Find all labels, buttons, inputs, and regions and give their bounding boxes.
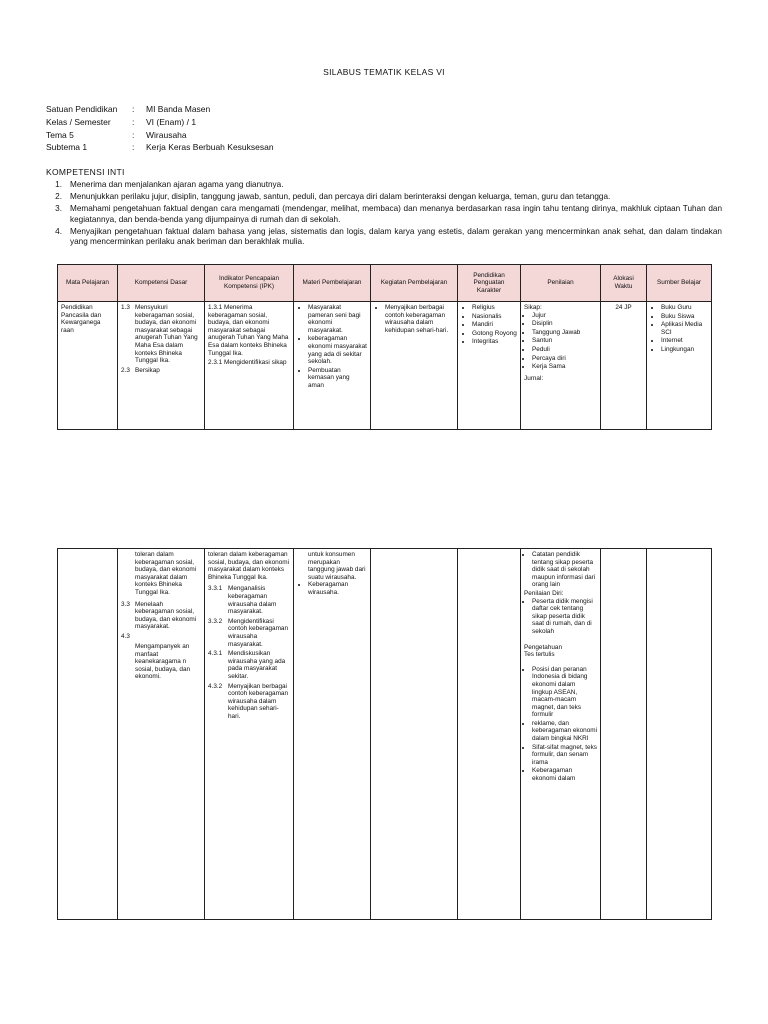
ki-item xyxy=(46,227,722,247)
header-mapel: Mata Pelajaran xyxy=(58,265,118,302)
ki-item xyxy=(46,192,722,202)
colon: : xyxy=(132,104,135,114)
list-item: • Peduli xyxy=(532,346,597,354)
header-materi: Materi Pembelajaran xyxy=(294,265,371,302)
cell-mapel: Pendidikan Pancasila dan Kewarganega raan xyxy=(58,302,118,430)
cell-penilaian xyxy=(521,302,601,430)
karakter-list xyxy=(461,304,517,346)
list-item: • Pembuatan kemasan yang aman xyxy=(308,367,367,390)
cell-karakter xyxy=(458,549,521,920)
list-item: • Aplikasi Media SCI xyxy=(661,321,708,336)
kd-text: Bersikap xyxy=(135,366,160,374)
ki-text: Menyajikan pengetahuan faktual dalam bahasa yang jelas, sistematis dan logis, dalam karya yang estetis, dalam gerakan yang mencerminkan anak sehat, dan dalam tindakan yang mencerminkan perilaku anak beriman dan berakhlak mulia. xyxy=(70,226,722,247)
ipk-item: toleran dalam keberagaman sosial, budaya, dan ekonomi masyarakat dalam konteks Bhineka Tunggal Ika. xyxy=(208,551,290,581)
penilaian-diri-heading: Penilaian Diri: xyxy=(524,589,564,597)
syllabus-table-page2 xyxy=(57,548,712,920)
ipk-number: 4.3.1 xyxy=(208,650,223,658)
materi-list xyxy=(297,581,367,596)
identity-block xyxy=(46,103,274,154)
list-item: • keberagaman ekonomi masyarakat yang ada di sekitar sekolah. xyxy=(308,335,367,365)
ki-number: 1. xyxy=(55,180,62,189)
ki-heading: KOMPETENSI INTI xyxy=(46,167,125,177)
kd-number: 3.3 xyxy=(121,600,130,608)
header-karakter: Pendidikan Penguatan Karakter xyxy=(458,265,521,302)
colon: : xyxy=(132,142,135,153)
ipk-number: 3.3.1 xyxy=(208,585,223,593)
kegiatan-list xyxy=(374,304,454,334)
ipk-number: 3.3.2 xyxy=(208,617,223,625)
kd-item xyxy=(121,633,201,681)
materi-continued: untuk konsumen merupakan tanggung jawab dari suatu wirausaha. xyxy=(308,551,366,581)
kd-item xyxy=(121,367,201,375)
kd-number: 2.3 xyxy=(121,366,130,374)
identity-value: Kerja Keras Berbuah Kesuksesan xyxy=(146,142,274,153)
table-row xyxy=(58,549,712,920)
list-item: • Lingkungan xyxy=(661,346,708,354)
header-kegiatan: Kegiatan Pembelajaran xyxy=(371,265,458,302)
identity-value: VI (Enam) / 1 xyxy=(146,116,197,127)
list-item: • Kerja Sama xyxy=(532,363,597,371)
table-header-row xyxy=(58,265,712,302)
pengetahuan-heading: Pengetahuan xyxy=(524,643,563,651)
identity-row xyxy=(46,103,274,116)
list-item: • Sifat-sifat magnet, teks formulir, dan senam irama xyxy=(532,744,597,767)
ipk-item xyxy=(208,683,290,721)
list-item: • Santun xyxy=(532,337,597,345)
cell-ipk xyxy=(205,549,294,920)
penilaian-list xyxy=(524,312,597,371)
ipk-item xyxy=(208,585,290,615)
identity-value: Wirausaha xyxy=(146,129,187,140)
penilaian-list xyxy=(524,666,597,783)
list-item: • Gotong Royong xyxy=(472,330,517,338)
materi-list xyxy=(297,304,367,390)
ki-text: Memahami pengetahuan faktual dengan cara mengamati (mendengar, melihat, membaca) dan menanya berdasarkan rasa ingin tahu tentang dirinya, makhluk ciptaan Tuhan dan kegiatannya, dan benda-benda yang dijumpainya di rumah dan di sekolah. xyxy=(70,204,722,224)
ipk-item: 1.3.1 Menerima keberagaman sosial, budaya, dan ekonomi masyarakat sebagai anugerah Tuhan Yang Maha Esa dalam konteks Bhineka Tunggal Ika. xyxy=(208,304,289,357)
list-item: • Catatan pendidik tentang sikap peserta didik saat di sekolah maupun informasi dari orang lain xyxy=(532,551,597,589)
colon: : xyxy=(132,116,135,127)
cell-mapel xyxy=(58,549,118,920)
ipk-text: Menyajikan berbagai contoh keberagaman wirausaha dalam kehidupan sehari-hari. xyxy=(228,682,289,720)
penilaian-jurnal: Jurnal: xyxy=(524,374,544,382)
ki-item xyxy=(46,180,722,190)
list-item: • Keberagaman ekonomi dalam xyxy=(532,767,597,782)
sumber-list xyxy=(650,304,708,354)
identity-row xyxy=(46,129,274,142)
list-item: • Internet xyxy=(661,337,708,345)
kd-text: Mensyukuri keberagaman sosial, budaya, dan ekonomi masyarakat sebagai anugerah Tuhan Yang Maha Esa dalam konteks Bhineka Tunggal Ika. xyxy=(135,304,198,365)
header-sumber: Sumber Belajar xyxy=(647,265,712,302)
penilaian-heading: Sikap: xyxy=(524,304,542,311)
cell-kegiatan xyxy=(371,549,458,920)
ki-number: 3. xyxy=(55,204,62,214)
header-kd: Kompetensi Dasar xyxy=(118,265,205,302)
list-item: • Percaya diri xyxy=(532,355,597,363)
list-item: • Posisi dan peranan Indonesia di bidang ekonomi dalam lingkup ASEAN, macam-macam magnet, dan teks formulir xyxy=(532,666,597,719)
list-item: • Disiplin xyxy=(532,320,597,328)
cell-kegiatan xyxy=(371,302,458,430)
list-item: • Mandiri xyxy=(472,321,517,329)
list-item: • Peserta didik mengisi daftar cek tentang sikap peserta didik saat di rumah, dan di sekolah xyxy=(532,598,597,636)
kd-text: Mengampanyek an manfaat keanekaragama n sosial, budaya, dan ekonomi. xyxy=(135,642,191,681)
kd-item xyxy=(121,601,201,631)
cell-karakter xyxy=(458,302,521,430)
tes-heading: Tes tertulis xyxy=(524,651,555,659)
identity-label: Satuan Pendidikan xyxy=(46,104,118,114)
identity-label: Subtema 1 xyxy=(46,142,88,153)
penilaian-list xyxy=(524,551,597,589)
list-item: • Buku Guru xyxy=(661,304,708,312)
page-title: SILABUS TEMATIK KELAS VI xyxy=(323,67,445,77)
table-row xyxy=(58,302,712,430)
ki-text: Menerima dan menjalankan ajaran agama yang dianutnya. xyxy=(70,180,284,189)
syllabus-table-page1 xyxy=(57,264,712,430)
identity-row xyxy=(46,116,274,129)
ki-text: Menunjukkan perilaku jujur, disiplin, tanggung jawab, santun, peduli, dan percaya diri dalam berinteraksi dengan keluarga, teman, guru dan tetangga. xyxy=(70,192,611,202)
ipk-text: Mengidentifikasi contoh keberagaman wirausaha masyarakat. xyxy=(228,617,289,648)
ki-item xyxy=(46,204,722,224)
cell-kd xyxy=(118,549,205,920)
cell-sumber xyxy=(647,549,712,920)
ipk-text: Mendiskusikan wirausaha yang ada pada masyarakat sekitar. xyxy=(228,650,286,680)
kd-text: toleran dalam keberagaman sosial, budaya, dan ekonomi masyarakat dalam konteks Bhineka Tunggal Ika. xyxy=(135,551,197,596)
ipk-number: 4.3.2 xyxy=(208,682,223,690)
cell-alokasi: 24 JP xyxy=(601,302,647,430)
list-item: • Nasionalis xyxy=(472,313,517,321)
ipk-item xyxy=(208,650,290,680)
header-penilaian: Penilaian xyxy=(521,265,601,302)
kd-item xyxy=(121,551,201,597)
identity-label: Tema 5 xyxy=(46,129,74,140)
ipk-text: Menganalisis keberagaman wirausaha dalam masyarakat. xyxy=(228,585,277,616)
cell-materi xyxy=(294,549,371,920)
ki-list xyxy=(46,180,722,249)
header-alokasi: Alokasi Waktu xyxy=(601,265,647,302)
ipk-item xyxy=(208,618,290,648)
cell-alokasi xyxy=(601,549,647,920)
list-item: • Buku Siswa xyxy=(661,313,708,321)
list-item: • Menyajikan berbagai contoh keberagaman wirausaha dalam kehidupan sehari-hari. xyxy=(385,304,454,334)
list-item: • reklame, dan keberagaman ekonomi dalam bingkai NKRI xyxy=(532,720,597,743)
ki-number: 2. xyxy=(55,192,62,202)
list-item: • Masyarakat pameran seni bagi ekonomi masyarakat. xyxy=(308,304,367,334)
list-item: • Tanggung Jawab xyxy=(532,329,597,337)
kd-item xyxy=(121,304,201,365)
cell-ipk xyxy=(205,302,294,430)
kd-text: Menelaah keberagaman sosial, budaya, dan ekonomi masyarakat. xyxy=(135,600,197,631)
list-item: • Jujur xyxy=(532,312,597,320)
identity-row xyxy=(46,141,274,154)
list-item: • Religius xyxy=(472,304,517,312)
list-item: • Keberagaman wirausaha. xyxy=(308,581,367,596)
kd-number: 4.3 xyxy=(121,632,130,640)
list-item: • Integritas xyxy=(472,338,517,346)
identity-label: Kelas / Semester xyxy=(46,116,111,127)
cell-penilaian xyxy=(521,549,601,920)
identity-value: MI Banda Masen xyxy=(146,104,211,114)
colon: : xyxy=(132,129,135,140)
kd-number: 1.3 xyxy=(121,304,130,311)
cell-sumber xyxy=(647,302,712,430)
cell-kd xyxy=(118,302,205,430)
ki-number: 4. xyxy=(55,226,62,236)
header-ipk: Indikator Pencapaian Kompetensi (IPK) xyxy=(205,265,294,302)
ipk-item: 2.3.1 Mengidentifikasi sikap xyxy=(208,359,287,367)
penilaian-list xyxy=(524,598,597,636)
cell-materi xyxy=(294,302,371,430)
